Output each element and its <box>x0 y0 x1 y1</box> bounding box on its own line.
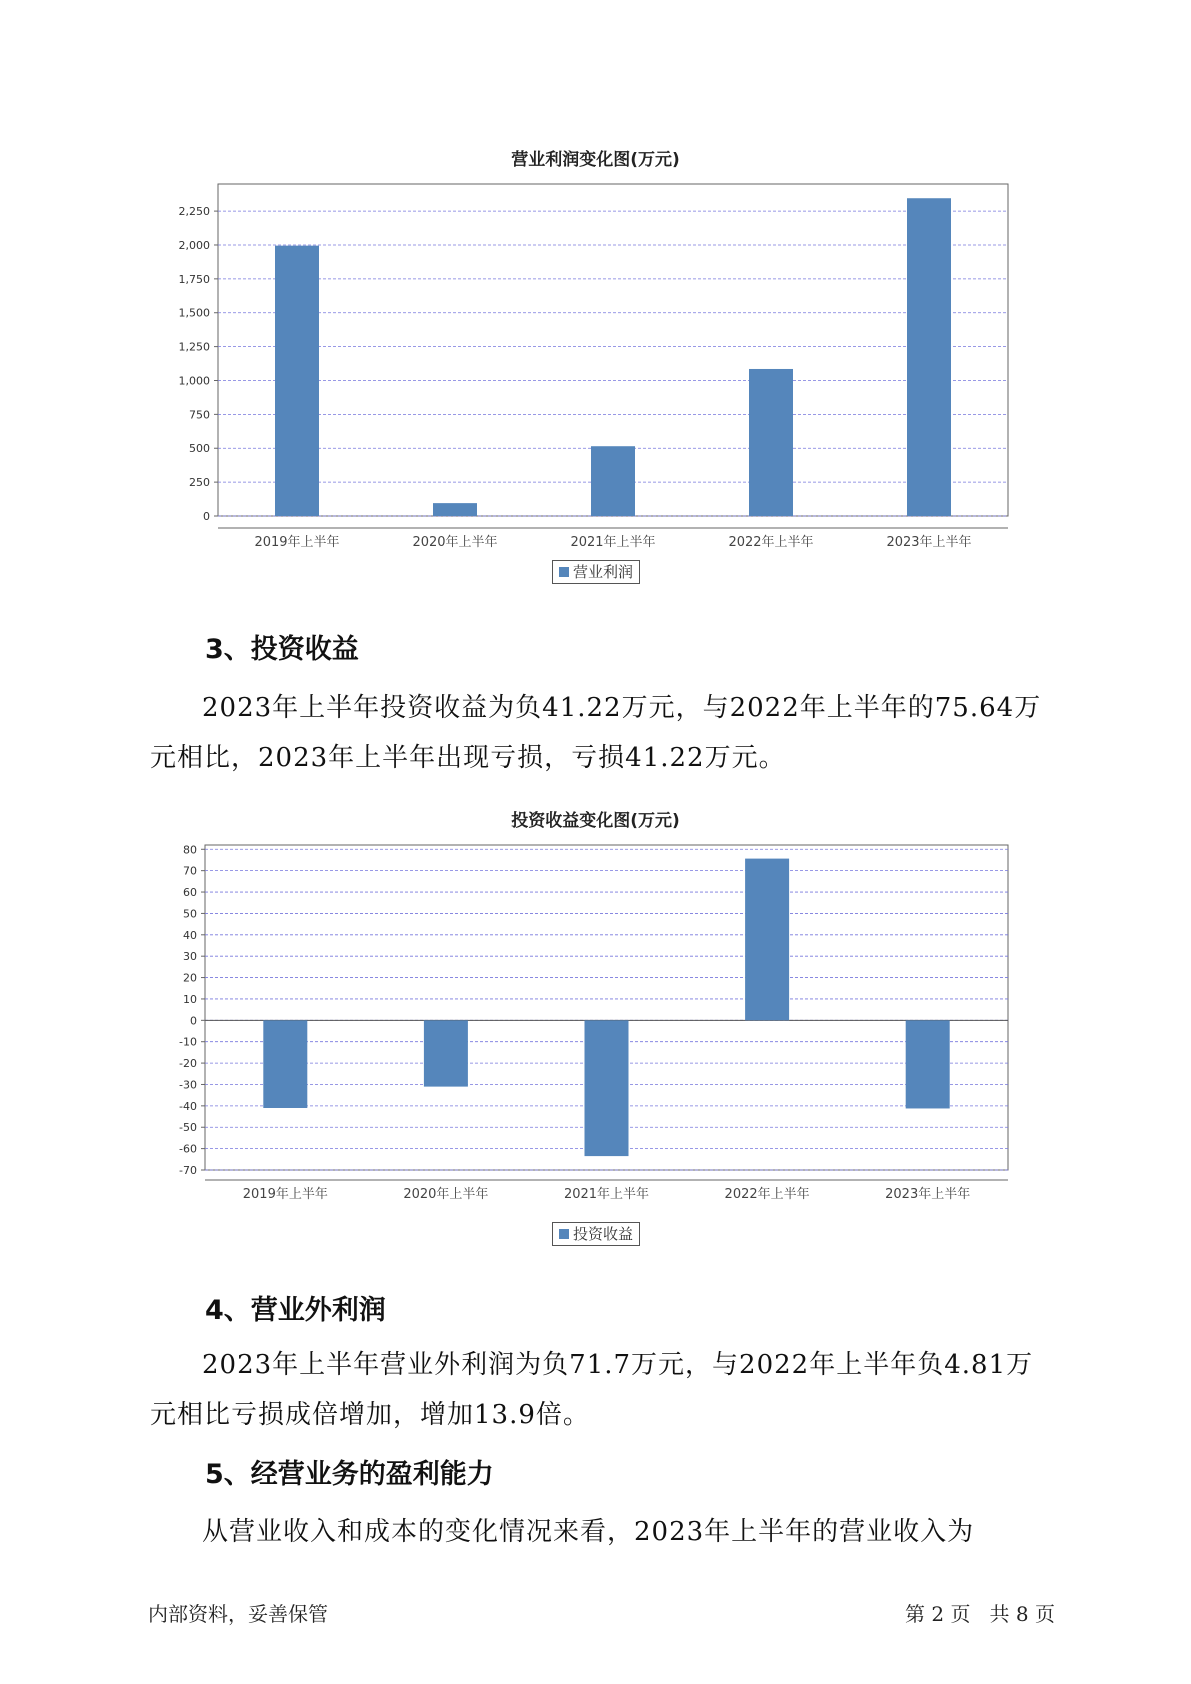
x-tick-label: 2022年上半年 <box>724 1187 810 1202</box>
x-tick-label: 2022年上半年 <box>728 535 814 550</box>
operating-profit-chart <box>0 170 1191 550</box>
x-tick-label: 2020年上半年 <box>403 1187 489 1202</box>
bar-2021年上半年 <box>585 1020 629 1156</box>
chart1-legend <box>552 560 640 584</box>
bar-2022年上半年 <box>749 369 793 516</box>
y-tick-label: 250 <box>189 476 210 490</box>
section-3-paragraph: 2023年上半年投资收益为负41.22万元，与2022年上半年的75.64万元相比，2023年上半年出现亏损，亏损41.22万元。 <box>150 693 1042 773</box>
y-tick-label: -70 <box>179 1164 197 1177</box>
y-tick-label: 60 <box>183 886 197 900</box>
section-5-paragraph: 从营业收入和成本的变化情况来看，2023年上半年的营业收入为 <box>202 1517 975 1547</box>
section-4-paragraph: 2023年上半年营业外利润为负71.7万元，与2022年上半年负4.81万元相比亏损成倍增加，增加13.9倍。 <box>150 1350 1034 1430</box>
y-tick-label: 2,250 <box>178 205 210 219</box>
bar-2023年上半年 <box>906 1020 950 1108</box>
y-tick-label: 10 <box>183 992 197 1006</box>
bar-2021年上半年 <box>591 446 635 516</box>
chart1-legend-label: 营业利润 <box>573 563 634 581</box>
y-tick-label: -60 <box>179 1142 197 1156</box>
bar-2022年上半年 <box>745 859 789 1021</box>
legend-swatch <box>559 567 569 577</box>
bar-2019年上半年 <box>275 246 319 516</box>
y-tick-label: 500 <box>189 442 210 456</box>
y-tick-label: -40 <box>179 1099 197 1113</box>
section-5-heading: 5、经营业务的盈利能力 <box>205 1459 494 1490</box>
section-3-heading: 3、投资收益 <box>205 634 359 665</box>
x-tick-label: 2023年上半年 <box>885 1187 971 1202</box>
x-tick-label: 2021年上半年 <box>570 535 656 550</box>
x-tick-label: 2020年上半年 <box>412 535 498 550</box>
y-tick-label: 0 <box>203 510 210 523</box>
y-tick-label: 50 <box>183 907 197 921</box>
y-tick-label: 0 <box>190 1014 197 1028</box>
y-tick-label: 70 <box>183 864 197 878</box>
y-tick-label: -50 <box>179 1121 197 1135</box>
y-tick-label: 30 <box>183 950 197 964</box>
y-tick-label: 80 <box>183 843 197 857</box>
y-tick-label: -20 <box>179 1057 197 1071</box>
bar-2019年上半年 <box>263 1020 307 1108</box>
page-number: 第 2 页 共 8 页 <box>905 1602 1055 1626</box>
y-tick-label: 2,000 <box>178 238 210 252</box>
legend-swatch <box>559 1229 569 1239</box>
chart2-title: 投资收益变化图(万元) <box>511 811 680 831</box>
y-tick-label: 1,000 <box>178 374 210 388</box>
x-tick-label: 2019年上半年 <box>242 1187 328 1202</box>
x-tick-label: 2021年上半年 <box>563 1187 650 1202</box>
y-tick-label: 750 <box>189 408 210 422</box>
bar-2020年上半年 <box>433 503 477 516</box>
bar-2020年上半年 <box>424 1020 468 1086</box>
y-tick-label: 1,250 <box>178 340 210 354</box>
y-tick-label: 40 <box>183 928 197 942</box>
y-tick-label: -10 <box>179 1035 197 1049</box>
section-4-heading: 4、营业外利润 <box>205 1295 386 1326</box>
y-tick-label: 20 <box>183 971 197 985</box>
y-tick-label: -30 <box>179 1078 197 1092</box>
x-tick-label: 2023年上半年 <box>886 535 972 550</box>
footer-note: 内部资料，妥善保管 <box>148 1602 328 1626</box>
y-tick-label: 1,500 <box>178 306 210 320</box>
x-tick-label: 2019年上半年 <box>254 535 340 550</box>
y-tick-label: 1,750 <box>178 272 210 286</box>
bar-2023年上半年 <box>907 198 951 516</box>
chart2-legend-label: 投资收益 <box>573 1225 634 1243</box>
chart2-legend <box>552 1222 640 1246</box>
chart1-title: 营业利润变化图(万元) <box>511 150 680 170</box>
investment-income-chart <box>0 835 1191 1215</box>
